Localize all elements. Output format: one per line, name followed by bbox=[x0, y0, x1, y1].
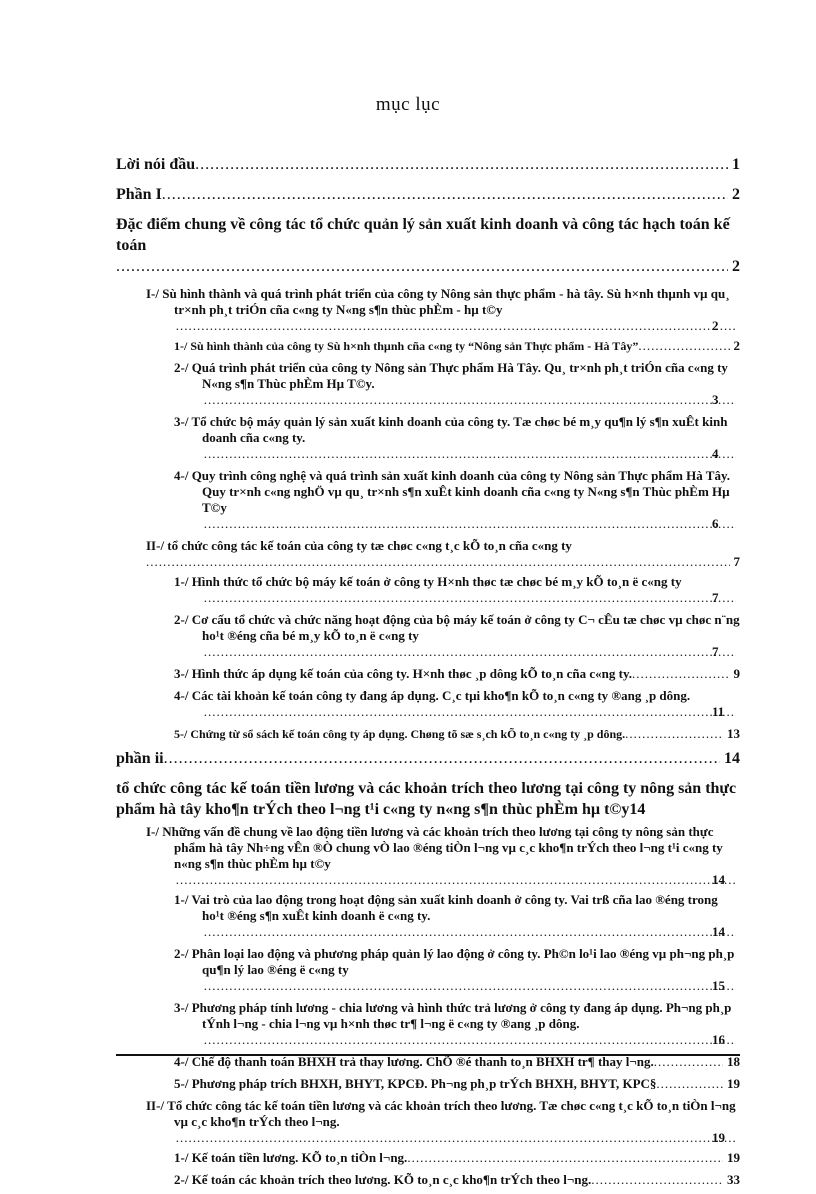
toc-entry-text: 5-/ Phương pháp trích BHXH, BHYT, KPCĐ. Ph¬ng ph¸p trÝch BHXH, BHYT, KPC§ bbox=[174, 1076, 657, 1091]
toc-entry[interactable] bbox=[146, 1098, 740, 1146]
toc-entry[interactable] bbox=[174, 1054, 740, 1070]
toc-entry[interactable] bbox=[116, 778, 740, 820]
toc-page-number: 7 bbox=[712, 590, 719, 605]
dot-leader bbox=[638, 338, 729, 354]
dot-leader bbox=[174, 318, 736, 334]
toc-entry-text: 4-/ Quy trình công nghệ và quá trình sản xuất kinh doanh của công ty Nông sản Thực phẩm Hà Tây. Quy tr×nh c«ng nghÖ vµ qu¸ tr×nh s¶n xuÊt kinh doanh cña c«ng ty N«ng s¶n Thùc phÈm Hµ T©y bbox=[174, 468, 730, 515]
toc-page-number: 3 bbox=[712, 392, 719, 407]
dot-leader bbox=[654, 1054, 723, 1070]
toc-entry[interactable] bbox=[146, 538, 740, 570]
toc-page-number: 2 bbox=[732, 186, 740, 203]
toc-entry-text: 1-/ Vai trò của lao động trong hoạt động sản xuất kinh doanh ở công ty. Vai trß cña lao ®éng trong ho¹t ®éng s¶n xuÊt kinh doanh ë c«ng ty. bbox=[174, 892, 718, 923]
toc-entry[interactable] bbox=[146, 824, 740, 888]
toc-entry-text: Lời nói đầu bbox=[116, 156, 196, 173]
toc-entry-text: II-/ tổ chức công tác kế toán của công ty tæ chøc c«ng t¸c kÕ to¸n cña c«ng ty bbox=[146, 538, 572, 553]
dot-leader bbox=[202, 978, 736, 994]
toc-entry-text: 2-/ Phân loại lao động và phương pháp quản lý lao động ở công ty. Ph©n lo¹i lao ®éng vµ ph¬ng ph¸p qu¶n lý lao ®éng ë c«ng ty bbox=[174, 946, 735, 977]
toc-page-number: 14 bbox=[712, 872, 725, 887]
toc-entry-text: phần ii bbox=[116, 750, 164, 767]
toc-page-number: 14 bbox=[724, 750, 740, 767]
toc-entry-text: Phần I bbox=[116, 186, 162, 203]
toc-entry-text: 5-/ Chứng từ sổ sách kế toán công ty áp dụng. Chøng tõ sæ s¸ch kÕ to¸n c«ng ty ¸p dông. bbox=[174, 727, 626, 741]
toc-entry-text: 1-/ Hình thức tổ chức bộ máy kế toán ở công ty H×nh thøc tæ chøc bé m¸y kÕ to¸n ë c«ng ty bbox=[174, 574, 682, 589]
toc-entry[interactable] bbox=[174, 574, 740, 606]
dot-leader bbox=[202, 590, 736, 606]
dot-leader bbox=[116, 256, 728, 277]
toc-entry-text: 1-/ Kế toán tiền lương. KÕ to¸n tiÒn l¬ng. bbox=[174, 1150, 408, 1165]
toc-entry[interactable] bbox=[116, 214, 740, 277]
toc-entry[interactable] bbox=[174, 612, 740, 660]
dot-leader bbox=[202, 644, 736, 660]
toc-entry-text: 1-/ Sù hình thành của công ty Sù h×nh thµnh cña c«ng ty “Nông sản Thực phẩm - Hà Tây” bbox=[174, 339, 639, 353]
dot-leader bbox=[407, 1150, 723, 1166]
toc-entry[interactable] bbox=[174, 1172, 740, 1188]
toc-page-number: 15 bbox=[712, 978, 725, 993]
toc-entry[interactable] bbox=[146, 286, 740, 334]
toc-page-number: 6 bbox=[712, 516, 719, 531]
toc-entry-text: 3-/ Tổ chức bộ máy quản lý sản xuất kinh doanh của công ty. Tæ chøc bé m¸y qu¶n lý s¶n xuÊt kinh doanh cña c«ng ty. bbox=[174, 414, 728, 445]
toc-page-number: 13 bbox=[727, 726, 740, 741]
dot-leader bbox=[625, 726, 723, 742]
toc-entry[interactable] bbox=[116, 154, 740, 175]
dot-leader bbox=[632, 666, 729, 682]
toc-entry-text: 2-/ Cơ cấu tổ chức và chức năng hoạt động của bộ máy kế toán ở công ty C¬ cÊu tæ chøc vµ chøc n¨ng ho¹t ®éng cña bé m¸y kÕ to¸n ë c«ng ty bbox=[174, 612, 740, 643]
dot-leader bbox=[591, 1172, 723, 1188]
toc-page-number: 33 bbox=[727, 1172, 740, 1187]
toc-entry-text: Đặc điểm chung về công tác tổ chức quản lý sản xuất kinh doanh và công tác hạch toán kế toán bbox=[116, 216, 730, 254]
dot-leader bbox=[202, 516, 736, 532]
toc-page-number: 2 bbox=[733, 338, 740, 353]
toc-entry-text: 2-/ Quá trình phát triển của công ty Nông sản Thực phẩm Hà Tây. Qu¸ tr×nh ph¸t triÓn cña c«ng ty N«ng s¶n Thùc phÈm Hµ T©y. bbox=[174, 360, 728, 391]
toc-entry[interactable] bbox=[116, 748, 740, 769]
toc-entry[interactable] bbox=[174, 946, 740, 994]
dot-leader bbox=[202, 924, 736, 940]
toc-page-number: 7 bbox=[712, 644, 719, 659]
table-of-contents bbox=[116, 154, 740, 1194]
toc-entry[interactable] bbox=[174, 688, 740, 720]
toc-entry[interactable] bbox=[174, 666, 740, 682]
toc-entry-text: 4-/ Chế độ thanh toán BHXH trả thay lương. ChÕ ®é thanh to¸n BHXH tr¶ thay l¬ng. bbox=[174, 1054, 654, 1069]
dot-leader bbox=[202, 704, 736, 720]
toc-title: mục lục bbox=[375, 94, 441, 115]
dot-leader bbox=[202, 392, 736, 408]
dot-leader bbox=[174, 872, 736, 888]
dot-leader bbox=[162, 184, 728, 205]
toc-page-number: 1 bbox=[732, 156, 740, 173]
toc-page-number: 9 bbox=[733, 666, 740, 681]
toc-entry[interactable] bbox=[174, 1150, 740, 1166]
toc-page-number: 14 bbox=[712, 924, 725, 939]
toc-page-number: 19 bbox=[712, 1130, 725, 1145]
toc-entry[interactable] bbox=[174, 414, 740, 462]
dot-leader bbox=[164, 748, 720, 769]
toc-page-number: 2 bbox=[712, 318, 719, 333]
footer-rule bbox=[116, 1054, 740, 1056]
toc-page-number: 19 bbox=[727, 1076, 740, 1091]
toc-entry-text: I-/ Những vấn đề chung về lao động tiền lương và các khoản trích theo lương tại công ty nông sản thực phẩm hà tây Nh÷ng vÊn ®Ò chung vÒ lao ®éng tiÒn l¬ng vµ c¸c kho¶n trÝch theo l¬ng t¹i c«ng ty n«ng s¶n thùc phÈm hµ t©y bbox=[146, 824, 723, 871]
dot-leader bbox=[174, 1130, 736, 1146]
toc-entry[interactable] bbox=[174, 726, 740, 742]
toc-entry-text: II-/ Tổ chức công tác kế toán tiền lương và các khoản trích theo lương. Tæ chøc c«ng t¸c kÕ to¸n tiÒn l¬ng vµ c¸c kho¶n trÝch theo l¬ng. bbox=[146, 1098, 736, 1129]
dot-leader bbox=[202, 446, 736, 462]
toc-page-number: 18 bbox=[727, 1054, 740, 1069]
dot-leader bbox=[146, 554, 730, 570]
toc-page-number: 11 bbox=[712, 704, 725, 719]
toc-entry[interactable] bbox=[174, 1000, 740, 1048]
toc-entry[interactable] bbox=[174, 360, 740, 408]
dot-leader bbox=[195, 154, 728, 175]
toc-entry[interactable] bbox=[174, 468, 740, 532]
toc-entry-text: 4-/ Các tài khoản kế toán công ty đang áp dụng. C¸c tµi kho¶n kÕ to¸n c«ng ty ®ang ¸p dông. bbox=[174, 688, 691, 703]
toc-entry-text: tổ chức công tác kế toán tiền lương và các khoản trích theo lương tại công ty nông sản thực phẩm hà tây kho¶n trÝch theo l¬ng t¹i c«ng ty n«ng s¶n thùc phÈm hµ t©y14 bbox=[116, 780, 737, 818]
toc-entry-text: I-/ Sù hình thành và quá trình phát triển của công ty Nông sản thực phẩm - hà tây. Sù h×nh thµnh vµ qu¸ tr×nh ph¸t triÓn cña c«ng ty N«ng s¶n thùc phÈm - hµ t©y bbox=[146, 286, 730, 317]
dot-leader bbox=[202, 1032, 736, 1048]
toc-entry-text: 3-/ Hình thức áp dụng kế toán của công ty. H×nh thøc ¸p dông kÕ to¸n cña c«ng ty. bbox=[174, 666, 633, 681]
toc-entry[interactable] bbox=[116, 184, 740, 205]
dot-leader bbox=[656, 1076, 723, 1092]
toc-entry-text: 2-/ Kế toán các khoản trích theo lương. KÕ to¸n c¸c kho¶n trÝch theo l¬ng. bbox=[174, 1172, 592, 1187]
toc-entry[interactable] bbox=[174, 1076, 740, 1092]
toc-page-number: 7 bbox=[733, 554, 740, 569]
toc-page-number: 16 bbox=[712, 1032, 725, 1047]
toc-page-number: 19 bbox=[727, 1150, 740, 1165]
toc-page-number: 4 bbox=[712, 446, 719, 461]
toc-entry[interactable] bbox=[174, 892, 740, 940]
toc-entry[interactable] bbox=[174, 338, 740, 354]
toc-entry-text: 3-/ Phương pháp tính lương - chia lương và hình thức trả lương ở công ty đang áp dụng. Ph¬ng ph¸p tÝnh l¬ng - chia l¬ng vµ h×nh thøc tr¶ l¬ng ë c«ng ty ®ang ¸p dông. bbox=[174, 1000, 732, 1031]
toc-page-number: 2 bbox=[732, 258, 740, 275]
